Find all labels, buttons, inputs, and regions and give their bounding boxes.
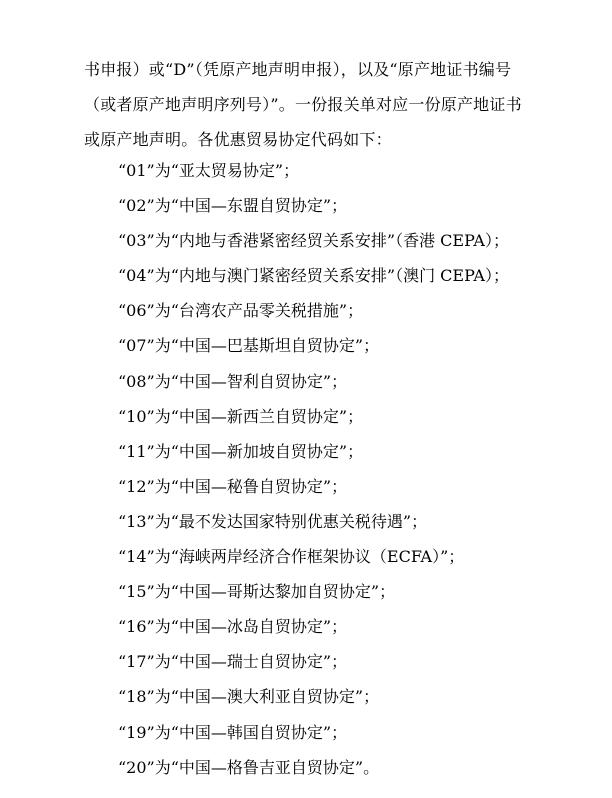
list-item: “18”为“中国—澳大利亚自贸协定”； <box>118 687 380 707</box>
list-item: “01”为“亚太贸易协定”； <box>118 161 300 180</box>
list-item: “15”为“中国—哥斯达黎加自贸协定”； <box>118 582 396 602</box>
list-item: “03”为“内地与香港紧密经贸关系安排”（香港 CEPA）； <box>118 231 509 251</box>
list-item: “16”为“中国—冰岛自贸协定”； <box>118 617 348 637</box>
list-item: “10”为“中国—新西兰自贸协定”； <box>118 406 364 426</box>
list-item: “20”为“中国—格鲁吉亚自贸协定”。 <box>118 757 380 777</box>
list-item: “13”为“最不发达国家特别优惠关税待遇”； <box>118 511 428 531</box>
list-item: “11”为“中国—新加坡自贸协定”； <box>118 441 364 461</box>
list-item: “07”为“中国—巴基斯坦自贸协定”； <box>118 336 380 356</box>
list-item: “19”为“中国—韩国自贸协定”； <box>118 722 348 742</box>
list-item: “08”为“中国—智利自贸协定”； <box>118 371 348 391</box>
list-item: “14”为“海峡两岸经济合作框架协议（ECFA）”； <box>118 547 465 567</box>
list-item: “02”为“中国—东盟自贸协定”； <box>118 196 348 216</box>
list-item: “17”为“中国—瑞士自贸协定”； <box>118 652 348 672</box>
trade-agreement-code-list <box>118 153 509 785</box>
list-item: “06”为“台湾农产品零关税措施”； <box>118 301 364 321</box>
list-item: “12”为“中国—秘鲁自贸协定”； <box>118 476 348 496</box>
list-item: “04”为“内地与澳门紧密经贸关系安排”（澳门 CEPA）； <box>118 266 509 286</box>
intro-paragraph: 书申报）或“D”（凭原产地声明申报），以及“原产地证书编号（或者原产地声明序列号）”。一份报关单对应一份原产地证书或原产地声明。各优惠贸易协定代码如下： <box>84 60 522 149</box>
